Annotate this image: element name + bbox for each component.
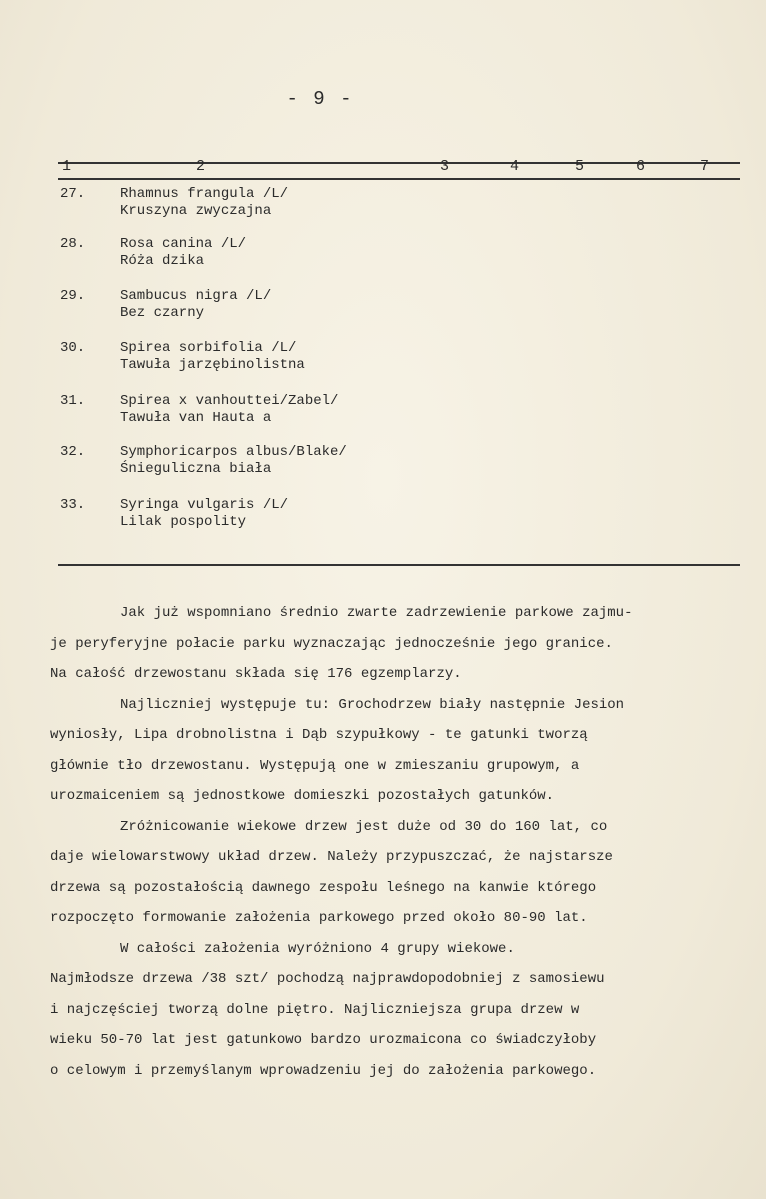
row-number: 29.	[60, 288, 86, 304]
page-number: - 9 -	[286, 88, 354, 110]
text-line: Na całość drzewostanu składa się 176 egzemplarzy.	[50, 666, 462, 682]
polish-name: Lilak pospolity	[120, 514, 247, 530]
paragraph	[50, 598, 740, 690]
row-number: 32.	[60, 444, 86, 460]
latin-name: Rosa canina /L/	[120, 236, 247, 252]
paragraph	[50, 690, 740, 812]
row-number: 30.	[60, 340, 86, 356]
row-number: 28.	[60, 236, 86, 252]
polish-name: Śnieguliczna biała	[120, 461, 272, 477]
text-line: Zróżnicowanie wiekowe drzew jest duże od 30 do 160 lat, co	[120, 818, 608, 835]
table-bottom-rule	[58, 564, 740, 566]
column-header-5: 5	[575, 158, 585, 175]
text-line: Najmłodsze drzewa /38 szt/ pochodzą najprawdopodobniej z samosiewu	[50, 971, 605, 987]
column-header-3: 3	[440, 158, 450, 175]
text-line: wieku 50-70 lat jest gatunkowo bardzo urozmaicona co świadczyłoby	[50, 1032, 597, 1048]
text-line: daje wielowarstwowy układ drzew. Należy przypuszczać, że najstarsze	[50, 849, 613, 865]
text-line: i najczęściej tworzą dolne piętro. Najliczniejsza grupa drzew w	[50, 1001, 580, 1018]
latin-name: Symphoricarpos albus/Blake/	[120, 444, 347, 460]
latin-name: Sambucus nigra /L/	[120, 288, 272, 304]
column-header-2: 2	[196, 158, 206, 175]
body-text	[50, 598, 740, 1086]
row-number: 31.	[60, 393, 86, 409]
column-header-4: 4	[510, 158, 520, 175]
text-line: głównie tło drzewostanu. Występują one w zmieszaniu grupowym, a	[50, 757, 580, 774]
polish-name: Kruszyna zwyczajna	[120, 203, 272, 219]
polish-name: Tawuła van Hauta a	[120, 410, 272, 426]
text-line: je peryferyjne połacie parku wyznaczając jednocześnie jego granice.	[50, 635, 613, 652]
latin-name: Rhamnus frangula /L/	[120, 186, 289, 202]
polish-name: Bez czarny	[120, 305, 205, 321]
latin-name: Spirea sorbifolia /L/	[120, 340, 297, 356]
latin-name: Spirea x vanhouttei/Zabel/	[120, 393, 339, 409]
text-line: rozpoczęto formowanie założenia parkowego przed około 80-90 lat.	[50, 910, 588, 926]
row-number: 27.	[60, 186, 86, 202]
text-line: wyniosły, Lipa drobnolistna i Dąb szypułkowy - te gatunki tworzą	[50, 727, 588, 743]
row-number: 33.	[60, 497, 86, 513]
column-header-7: 7	[700, 158, 710, 175]
polish-name: Tawuła jarzębinolistna	[120, 357, 305, 373]
text-line: drzewa są pozostałością dawnego zespołu leśnego na kanwie którego	[50, 879, 597, 896]
text-line: o celowym i przemyślanym wprowadzeniu jej do założenia parkowego.	[50, 1062, 597, 1079]
column-header-1: 1	[62, 158, 72, 175]
polish-name: Róża dzika	[120, 253, 205, 269]
paragraph	[50, 934, 740, 1087]
text-line: Jak już wspomniano średnio zwarte zadrzewienie parkowe zajmu-	[120, 605, 633, 621]
latin-name: Syringa vulgaris /L/	[120, 497, 289, 513]
text-line: urozmaiceniem są jednostkowe domieszki pozostałych gatunków.	[50, 788, 555, 804]
paragraph	[50, 812, 740, 934]
text-line: Najliczniej występuje tu: Grochodrzew biały następnie Jesion	[120, 696, 625, 713]
table-header-rule	[58, 178, 740, 180]
column-header-6: 6	[636, 158, 646, 175]
text-line: W całości założenia wyróżniono 4 grupy wiekowe.	[120, 940, 515, 957]
